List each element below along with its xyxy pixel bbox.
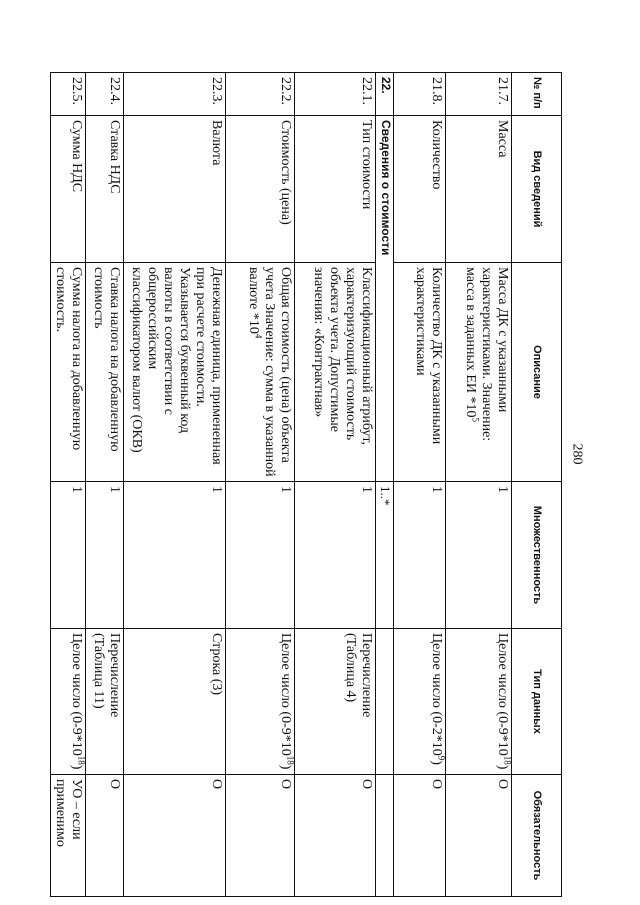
row-description: Ставка налога на добавленную стоимость: [86, 263, 124, 482]
row-description: Классификационный атрибут, характеризующий стоимость объекта учета. Допустимые значения: «Контрактная»: [295, 263, 376, 482]
table-row: [446, 73, 512, 897]
row-kind: Масса: [446, 116, 512, 263]
row-description: Масса ДК с указанными характеристиками. Значение: масса в заданных ЕИ $*10^5$: [446, 263, 512, 482]
row-obligation: О: [226, 775, 295, 897]
row-multiplicity: 1: [394, 482, 446, 629]
row-multiplicity: 1: [295, 482, 376, 629]
table-row: [50, 73, 85, 897]
row-data-type: Перечисление (Таблица 11): [86, 629, 124, 775]
row-obligation: О: [394, 775, 446, 897]
row-num: 22.2.: [226, 73, 295, 116]
table-row: [394, 73, 446, 897]
row-kind: Сумма НДС: [50, 116, 85, 263]
header-num: № п/п: [512, 73, 562, 116]
header-multiplicity: Множественность: [512, 482, 562, 629]
header-description: Описание: [512, 263, 562, 482]
section-num: 22.: [376, 73, 394, 116]
table-row: [124, 73, 226, 897]
row-data-type: Целое число $(0-9*10^{18})$: [446, 629, 512, 775]
row-obligation: О: [295, 775, 376, 897]
row-kind: Валюта: [124, 116, 226, 263]
section-row: [376, 73, 394, 897]
row-data-type: Перечисление (Таблица 4): [295, 629, 376, 775]
table-row: [295, 73, 376, 897]
header-row: [512, 73, 562, 897]
header-obligation: Обязательность: [512, 775, 562, 897]
row-multiplicity: 1: [50, 482, 85, 629]
row-multiplicity: 1: [446, 482, 512, 629]
row-description: Общая стоимость (цена) объекта учета Значение: сумма в указанной валюте $*10^4$: [226, 263, 295, 482]
row-kind: Ставка НДС: [86, 116, 124, 263]
row-obligation: УО – если применимо: [50, 775, 85, 897]
section-title: Сведения о стоимости: [376, 116, 394, 482]
row-obligation: О: [446, 775, 512, 897]
row-description: Денежная единица, примененная при расчете стоимости. Указывается буквенный код валюты в соответствии с общероссийским классификатором валют (ОКВ): [124, 263, 226, 482]
row-multiplicity: 1: [124, 482, 226, 629]
row-num: 22.5.: [50, 73, 85, 116]
row-multiplicity: 1: [86, 482, 124, 629]
row-num: 22.4.: [86, 73, 124, 116]
row-kind: Стоимость (цена): [226, 116, 295, 263]
table-row: [226, 73, 295, 897]
row-obligation: О: [86, 775, 124, 897]
page-number: 280: [569, 443, 585, 465]
section-empty-type: [376, 629, 394, 775]
row-data-type: Строка (3): [124, 629, 226, 775]
row-kind: Количество: [394, 116, 446, 263]
header-data-type: Тип данных: [512, 629, 562, 775]
row-multiplicity: 1: [226, 482, 295, 629]
row-data-type: Целое число $(0-9*10^{18})$: [50, 629, 85, 775]
row-num: 21.7.: [446, 73, 512, 116]
row-data-type: Целое число $(0-9*10^{18})$: [226, 629, 295, 775]
section-multiplicity: 1..*: [376, 482, 394, 629]
row-num: 22.3.: [124, 73, 226, 116]
header-kind: Вид сведений: [512, 116, 562, 263]
row-description: Количество ДК с указанными характеристиками: [394, 263, 446, 482]
table-row: [86, 73, 124, 897]
rotated-table-container: [54, 72, 562, 896]
row-num: 21.8.: [394, 73, 446, 116]
data-table: [50, 72, 562, 897]
row-kind: Тип стоимости: [295, 116, 376, 263]
row-data-type: Целое число $(0-2*10^9)$: [394, 629, 446, 775]
row-description: Сумма налога на добавленную стоимость.: [50, 263, 85, 482]
row-num: 22.1.: [295, 73, 376, 116]
section-empty-obligation: [376, 775, 394, 897]
row-obligation: О: [124, 775, 226, 897]
